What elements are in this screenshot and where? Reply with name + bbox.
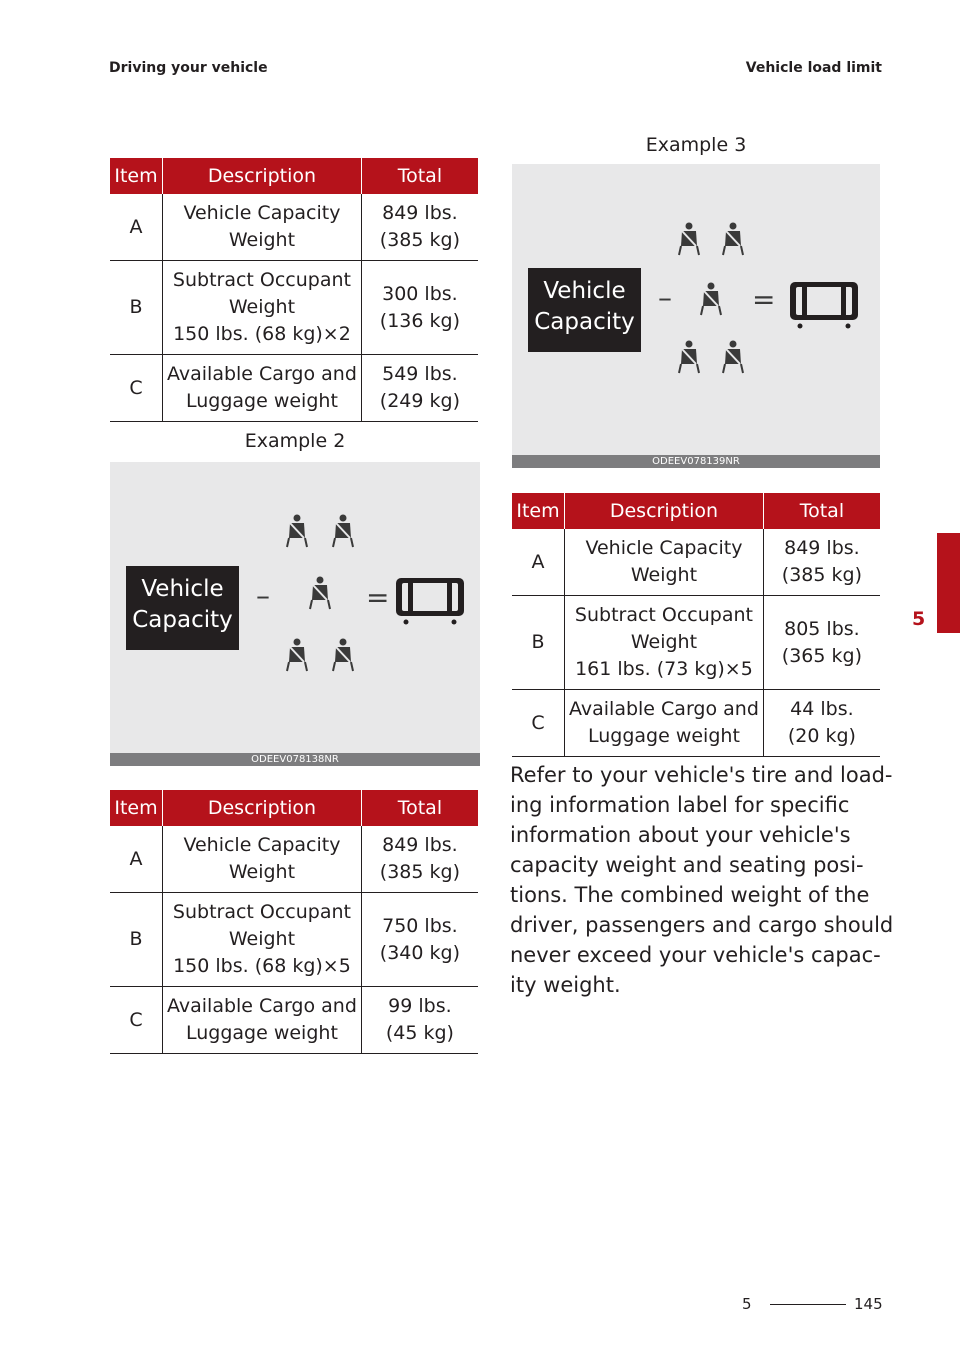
table-row — [512, 690, 880, 757]
seatbelt-occupant-icon — [286, 514, 308, 548]
cell-item: B — [110, 893, 163, 987]
column-header-total: Total — [763, 493, 880, 529]
cell-total: 44 lbs. (20 kg) — [763, 690, 880, 757]
seatbelt-occupant-icon — [286, 638, 308, 672]
cell-description: Available Cargo and Luggage weight — [565, 690, 764, 757]
cell-item: C — [110, 987, 163, 1054]
cell-total: 300 lbs. (136 kg) — [361, 261, 478, 355]
cell-item: A — [110, 826, 163, 893]
cell-description: Subtract Occupant Weight 150 lbs. (68 kg)×2 — [163, 261, 362, 355]
table-row — [110, 261, 478, 355]
example-3-figure — [512, 164, 880, 468]
example-2-figure — [110, 462, 480, 766]
load-table-example-2 — [110, 790, 478, 1054]
minus-sign: – — [658, 281, 672, 314]
column-header-item: Item — [512, 493, 565, 529]
seatbelt-occupant-icon — [332, 638, 354, 672]
cell-item: A — [110, 194, 163, 261]
cell-description: Subtract Occupant Weight 161 lbs. (73 kg)×5 — [565, 596, 764, 690]
cell-description: Vehicle Capacity Weight — [163, 194, 362, 261]
equals-sign: = — [366, 581, 390, 614]
cell-description: Subtract Occupant Weight 150 lbs. (68 kg)×5 — [163, 893, 362, 987]
cell-total: 849 lbs. (385 kg) — [361, 194, 478, 261]
running-header-topic: Vehicle load limit — [745, 60, 882, 76]
footer-chapter-number: 5 — [742, 1295, 752, 1313]
seatbelt-occupant-icon — [309, 576, 331, 610]
seatbelt-occupant-icon — [332, 514, 354, 548]
running-header-section: Driving your vehicle — [109, 60, 268, 76]
column-header-total: Total — [361, 158, 478, 194]
cargo-luggage-icon — [788, 280, 860, 330]
example-2-caption: Example 2 — [244, 430, 346, 452]
seatbelt-occupant-icon — [722, 340, 744, 374]
cell-description: Vehicle Capacity Weight — [163, 826, 362, 893]
cell-total: 549 lbs. (249 kg) — [361, 355, 478, 422]
seatbelt-occupant-icon — [700, 282, 722, 316]
minus-sign: – — [256, 579, 270, 612]
seatbelt-occupant-icon — [722, 222, 744, 256]
table-row — [512, 529, 880, 596]
table-row — [110, 893, 478, 987]
seatbelt-occupant-icon — [678, 340, 700, 374]
table-row — [110, 355, 478, 422]
cell-item: C — [110, 355, 163, 422]
column-header-item: Item — [110, 790, 163, 826]
column-header-description: Description — [565, 493, 764, 529]
cell-total: 849 lbs. (385 kg) — [361, 826, 478, 893]
body-paragraph: Refer to your vehicle's tire and load- ing information label for specific information about your vehicle's capacity weight and seating posi- tions. The combined weight of the driver, passengers and cargo should never exceed your vehicle's capac- ity weight. — [510, 763, 894, 997]
column-header-total: Total — [361, 790, 478, 826]
cell-total: 99 lbs. (45 kg) — [361, 987, 478, 1054]
cell-description: Available Cargo and Luggage weight — [163, 987, 362, 1054]
footer-divider — [770, 1304, 846, 1305]
seatbelt-occupant-icon — [678, 222, 700, 256]
table-header-row — [110, 158, 478, 194]
figure-code-label: ODEEV078139NR — [512, 455, 880, 468]
cell-item: A — [512, 529, 565, 596]
cell-total: 805 lbs. (365 kg) — [763, 596, 880, 690]
page-number: 145 — [854, 1295, 883, 1313]
column-header-description: Description — [163, 158, 362, 194]
load-table-example-3 — [512, 493, 880, 757]
cell-item: B — [110, 261, 163, 355]
figure-code-label: ODEEV078138NR — [110, 753, 480, 766]
column-header-item: Item — [110, 158, 163, 194]
table-header-row — [512, 493, 880, 529]
cell-total: 849 lbs. (385 kg) — [763, 529, 880, 596]
vehicle-capacity-box: Vehicle Capacity — [528, 268, 641, 352]
cell-description: Available Cargo and Luggage weight — [163, 355, 362, 422]
table-row — [110, 194, 478, 261]
load-table-example-1 — [110, 158, 478, 422]
example-3-caption: Example 3 — [645, 134, 747, 156]
cell-item: C — [512, 690, 565, 757]
table-header-row — [110, 790, 478, 826]
cell-description: Vehicle Capacity Weight — [565, 529, 764, 596]
table-row — [110, 826, 478, 893]
table-row — [110, 987, 478, 1054]
chapter-tab-number: 5 — [912, 608, 926, 630]
vehicle-capacity-box: Vehicle Capacity — [126, 566, 239, 650]
cell-item: B — [512, 596, 565, 690]
table-row — [512, 596, 880, 690]
cell-total: 750 lbs. (340 kg) — [361, 893, 478, 987]
column-header-description: Description — [163, 790, 362, 826]
equals-sign: = — [752, 283, 776, 316]
cargo-luggage-icon — [394, 576, 466, 626]
chapter-side-tab — [937, 533, 960, 633]
